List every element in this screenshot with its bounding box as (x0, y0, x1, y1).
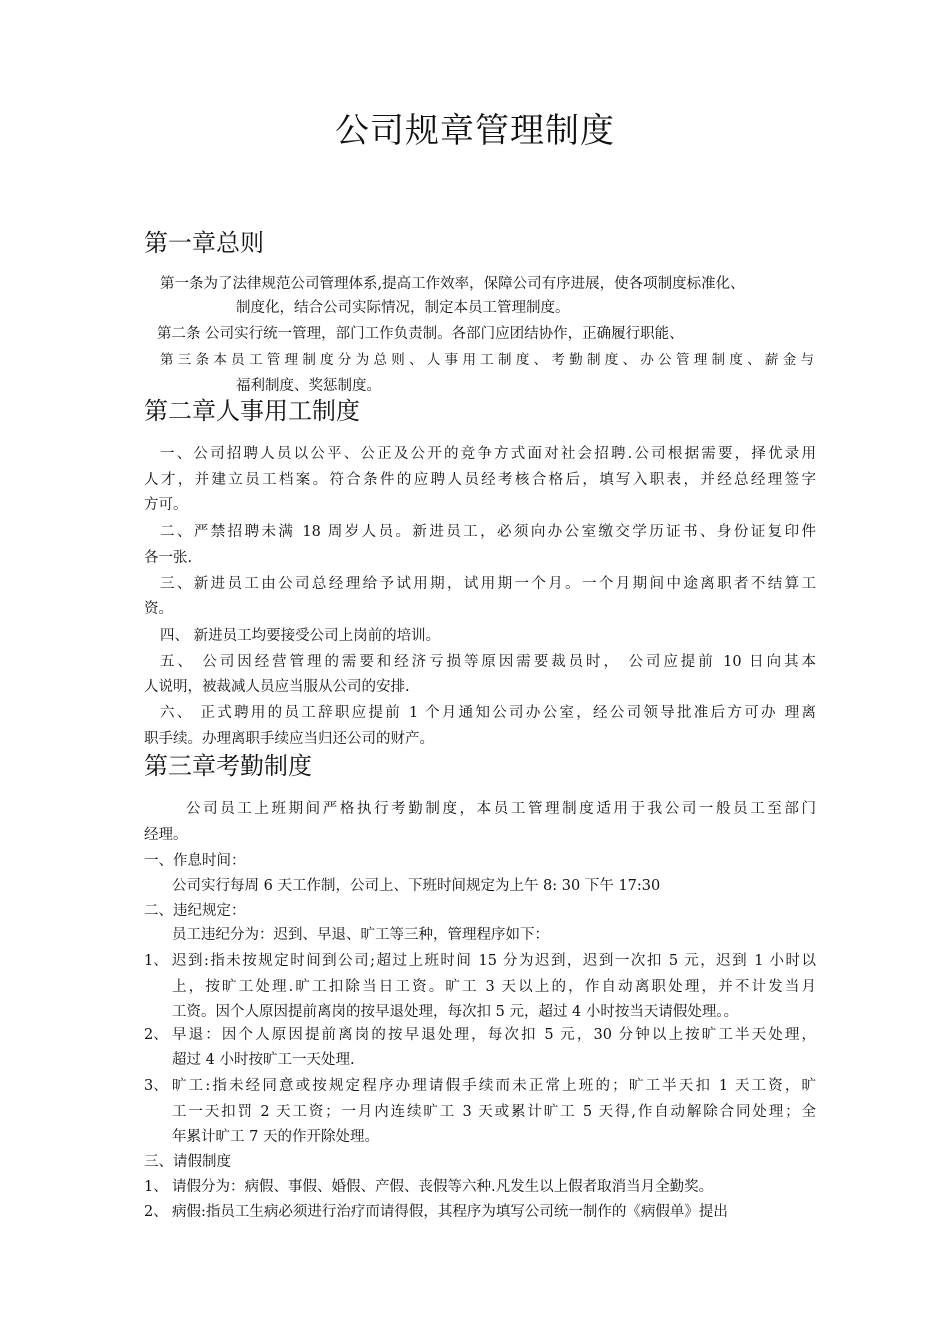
paragraph-line: 病假:指员工生病必须进行治疗而请得假，其程序为填写公司统一制作的《病假单》提出 (172, 1204, 728, 1220)
paragraph-line: 超过 4 小时按旷工一天处理. (172, 1052, 355, 1068)
paragraph-line: 公司实行每周 6 天工作制，公司上、下班时间规定为上午 8: 30 下午 17:30 (172, 878, 661, 894)
chapter-3-heading: 第三章考勤制度 (144, 752, 312, 780)
paragraph-line: 员工违纪分为：迟到、早退、旷工等三种，管理程序如下： (172, 927, 549, 943)
paragraph-line: 三、新进员工由公司总经理给予试用期，试用期一个月。一个月期间中途离职者不结算工 (160, 576, 816, 592)
paragraph-line: 方可。 (144, 497, 188, 513)
list-number: 2、 (144, 1204, 168, 1220)
paragraph-line: 第一条为了法律规范公司管理体系,提高工作效率，保障公司有序进展，使各项制度标准化、 (160, 276, 745, 292)
list-number: 3、 (144, 1078, 168, 1094)
paragraph-line: 二、严禁招聘未满 18 周岁人员。新进员工，必须向办公室缴交学历证书、身份证复印件 (160, 524, 816, 540)
chapter-2-heading: 第二章人事用工制度 (144, 397, 360, 425)
paragraph-line: 旷工:指未经同意或按规定程序办理请假手续而未正常上班的；旷工半天扣 1 天工资，旷 (172, 1078, 816, 1094)
chapter-1-heading: 第一章总则 (144, 229, 264, 257)
list-number: 2、 (144, 1027, 168, 1043)
paragraph-line: 制度化，结合公司实际情况，制定本员工管理制度。 (236, 300, 570, 316)
paragraph-line: 四、 新进员工均要接受公司上岗前的培训。 (160, 628, 441, 644)
paragraph-line: 早退：因个人原因提前离岗的按早退处理，每次扣 5 元，30 分钟以上按旷工半天处理， (172, 1027, 816, 1043)
paragraph-line: 各一张. (144, 550, 193, 566)
paragraph-line: 迟到:指未按规定时间到公司;超过上班时间 15 分为迟到，迟到一次扣 5 元，迟到 1 小时以 (172, 953, 816, 969)
paragraph-line: 经理。 (144, 827, 188, 843)
paragraph-line: 一、公司招聘人员以公平、公正及公开的竞争方式面对社会招聘.公司根据需要，择优录用 (160, 446, 816, 462)
document-title: 公司规章管理制度 (335, 111, 615, 151)
paragraph-line: 人才，并建立员工档案。符合条件的应聘人员经考核合格后，填写入职表，并经总经理签字 (144, 472, 816, 488)
paragraph-line: 福利制度、奖惩制度。 (236, 378, 381, 394)
paragraph-line: 上，按旷工处理.旷工扣除当日工资。旷工 3 天以上的，作自动离职处理，并不计发当月 (172, 979, 816, 995)
paragraph-line: 第 三 条 本 员 工 管 理 制 度 分 为 总 则 、 人 事 用 工 制 度 、 考 勤 制 度 、 办 公 管 理 制 度 、 薪 金 与 (160, 352, 814, 368)
paragraph-line: 工资。因个人原因提前离岗的按早退处理，每次扣 5 元，超过 4 小时按当天请假处理。。 (172, 1004, 739, 1020)
paragraph-line: 第二条 公司实行统一管理，部门工作负责制。各部门应团结协作，正确履行职能、 (157, 326, 684, 342)
paragraph-line: 六、 正式聘用的员工辞职应提前 1 个月通知公司办公室，经公司领导批准后方可办 理离 (160, 705, 816, 721)
paragraph-line: 工一天扣罚 2 天工资；一月内连续旷工 3 天或累计旷工 5 天得,作自动解除合同处理；全 (172, 1104, 816, 1120)
section-heading: 二、违纪规定： (144, 903, 246, 919)
list-number: 1、 (144, 1179, 168, 1195)
paragraph-line: 年累计旷工 7 天的作开除处理。 (172, 1129, 379, 1145)
paragraph-line: 五、 公司因经营管理的需要和经济亏损等原因需要裁员时， 公司应提前 10 日向其本 (160, 654, 816, 670)
paragraph-line: 职手续。办理离职手续应当归还公司的财产。 (144, 731, 434, 747)
paragraph-line: 公司员工上班期间严格执行考勤制度，本员工管理制度适用于我公司一般员工至部门 (186, 801, 816, 817)
section-heading: 三、请假制度 (144, 1154, 231, 1170)
paragraph-line: 请假分为：病假、事假、婚假、产假、丧假等六种.凡发生以上假者取消当月全勤奖。 (172, 1179, 714, 1195)
paragraph-line: 人说明，被裁减人员应当服从公司的安排. (144, 679, 410, 695)
list-number: 1、 (144, 953, 168, 969)
section-heading: 一、作息时间： (144, 853, 246, 869)
paragraph-line: 资。 (144, 601, 173, 617)
